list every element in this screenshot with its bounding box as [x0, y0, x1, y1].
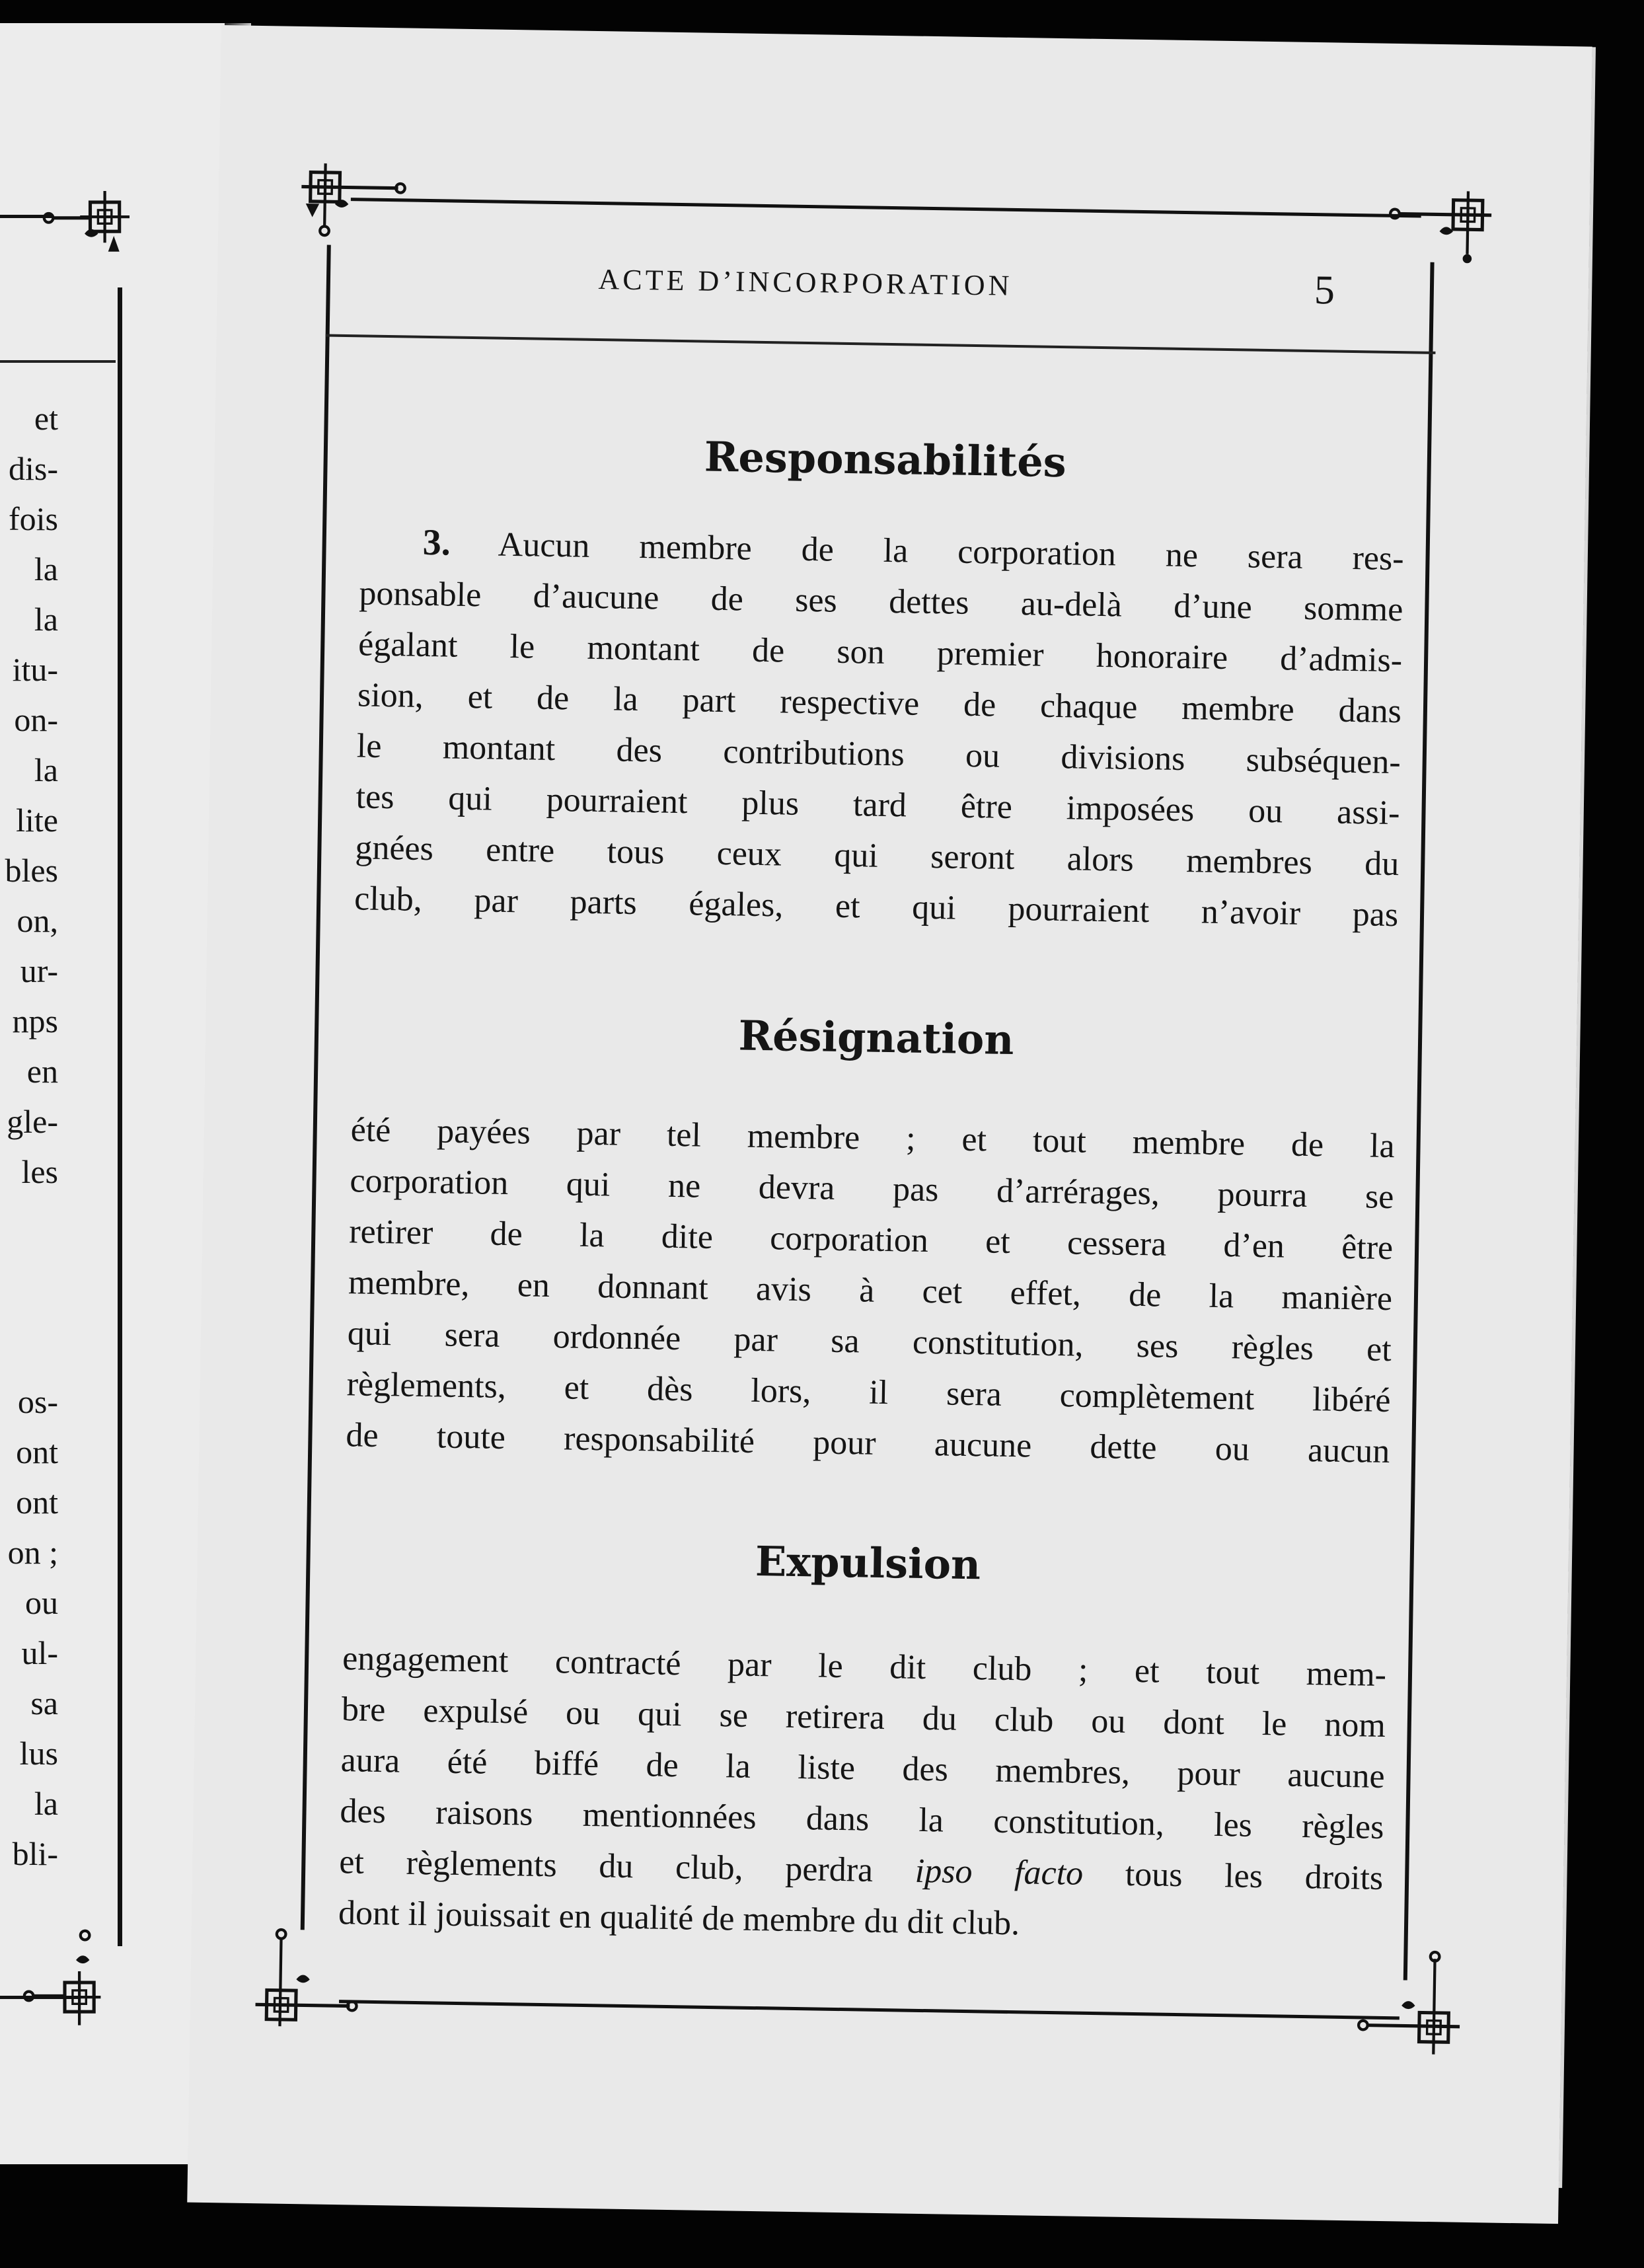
text-line: de toute responsabilité pour aucune dette ou aucun [346, 1416, 1390, 1471]
text-line: égalant le montant de son premier honoraire d’admis- [357, 625, 1403, 680]
text-line: des raisons mentionnées dans la constitution, les règles [340, 1792, 1384, 1846]
left-page-text: sa [30, 1684, 58, 1721]
current-page [187, 25, 1592, 2224]
text-line: règlements, et dès lors, il sera complètement libéré [346, 1365, 1391, 1420]
text-line: sion, et de la part respective de chaque membre dans [357, 676, 1402, 731]
text-line: le montant des contributions ou divisions subséquen- [356, 727, 1401, 782]
celtic-knot-corner-icon [1356, 1946, 1470, 2060]
celtic-knot-corner-icon [40, 169, 152, 281]
left-page-text: ou [25, 1584, 58, 1621]
left-page-text: os- [17, 1383, 58, 1420]
text-line: Aucun membre de la corporation ne sera res- [498, 525, 1404, 578]
left-page-text: nps [12, 1002, 58, 1040]
left-page-text: la [34, 751, 58, 788]
text-line: gnées entre tous ceux qui seront alors membres du [355, 829, 1400, 884]
frame-right-line [1403, 262, 1435, 1981]
left-page-text: itu- [12, 651, 58, 688]
left-page-text: ur- [20, 952, 58, 989]
left-page-text: et [34, 400, 58, 437]
left-page-text: on, [17, 902, 58, 939]
left-page-text: lus [19, 1735, 58, 1772]
header-rule [326, 334, 1436, 354]
left-page-text: ont [16, 1484, 58, 1521]
section-heading-resignation: Résignation [738, 1011, 1014, 1065]
paragraph-responsabilites [354, 516, 1404, 940]
text-line: bre expulsé ou qui se retirera du club ou dont le nom [341, 1690, 1386, 1745]
text-run: et règlements du club, perdra [338, 1843, 916, 1890]
text-line: club, par parts égales, et qui pourraient n’avoir pas [354, 880, 1399, 934]
left-page-text: on- [14, 701, 58, 738]
text-line: membre, en donnant avis à cet effet, de la manière [348, 1264, 1393, 1318]
text-line: ponsable d’aucune de ses dettes au-delà d’une somme [359, 574, 1403, 629]
left-page-text: les [21, 1153, 58, 1190]
italic-phrase: ipso facto [915, 1852, 1084, 1893]
left-page-text: en [26, 1053, 58, 1090]
left-page-text: dis- [9, 450, 58, 487]
article-number: 3. [422, 521, 451, 564]
left-page-text: fois [9, 500, 58, 537]
left-page-text: lite [16, 802, 58, 839]
text-line: été payées par tel membre ; et tout membre de la [350, 1111, 1396, 1166]
celtic-knot-corner-icon [20, 1926, 132, 2039]
text-line: aura été biffé de la liste des membres, pour aucune [340, 1741, 1386, 1796]
left-page-text: ul- [21, 1634, 58, 1671]
section-heading-responsabilites: Responsabilités [704, 432, 1067, 487]
running-head: ACTE D’INCORPORATION [598, 263, 1013, 302]
celtic-knot-corner-icon [1387, 186, 1501, 300]
left-page-text: la [34, 1785, 58, 1822]
left-page-text: la [34, 601, 58, 638]
text-line-last: dont il jouissait en qualité de membre du dit club. [338, 1894, 1020, 1943]
frame-bottom-line [339, 2000, 1400, 2020]
left-page-text: bli- [12, 1835, 58, 1872]
text-line: engagement contracté par le dit club ; et tout mem- [342, 1640, 1387, 1694]
frame-left-line [301, 245, 331, 1930]
left-page-text: ont [16, 1433, 58, 1470]
text-line: retirer de la dite corporation et cessera d’en être [348, 1213, 1394, 1267]
text-line: qui sera ordonnée par sa constitution, ses règles et [347, 1314, 1392, 1369]
celtic-knot-corner-icon [246, 1922, 360, 2037]
paragraph-expulsion [338, 1633, 1387, 1955]
text-line: tes qui pourraient plus tard être imposées ou assi- [355, 778, 1400, 833]
page-number: 5 [1314, 268, 1335, 313]
left-page-text: bles [5, 852, 58, 889]
celtic-knot-corner-icon [293, 159, 408, 273]
paragraph-resignation [346, 1104, 1395, 1477]
text-run: tous les droits [1082, 1854, 1384, 1897]
left-page-text: gle- [7, 1103, 58, 1140]
header-rule [0, 360, 116, 363]
frame-top-line [351, 198, 1421, 217]
section-heading-expulsion: Expulsion [755, 1536, 981, 1589]
text-line: corporation qui ne devra pas d’arrérages, pourra se [350, 1162, 1394, 1217]
left-page-text: on ; [7, 1534, 58, 1571]
left-page-text: la [34, 550, 58, 587]
frame-right-line [118, 287, 122, 1946]
